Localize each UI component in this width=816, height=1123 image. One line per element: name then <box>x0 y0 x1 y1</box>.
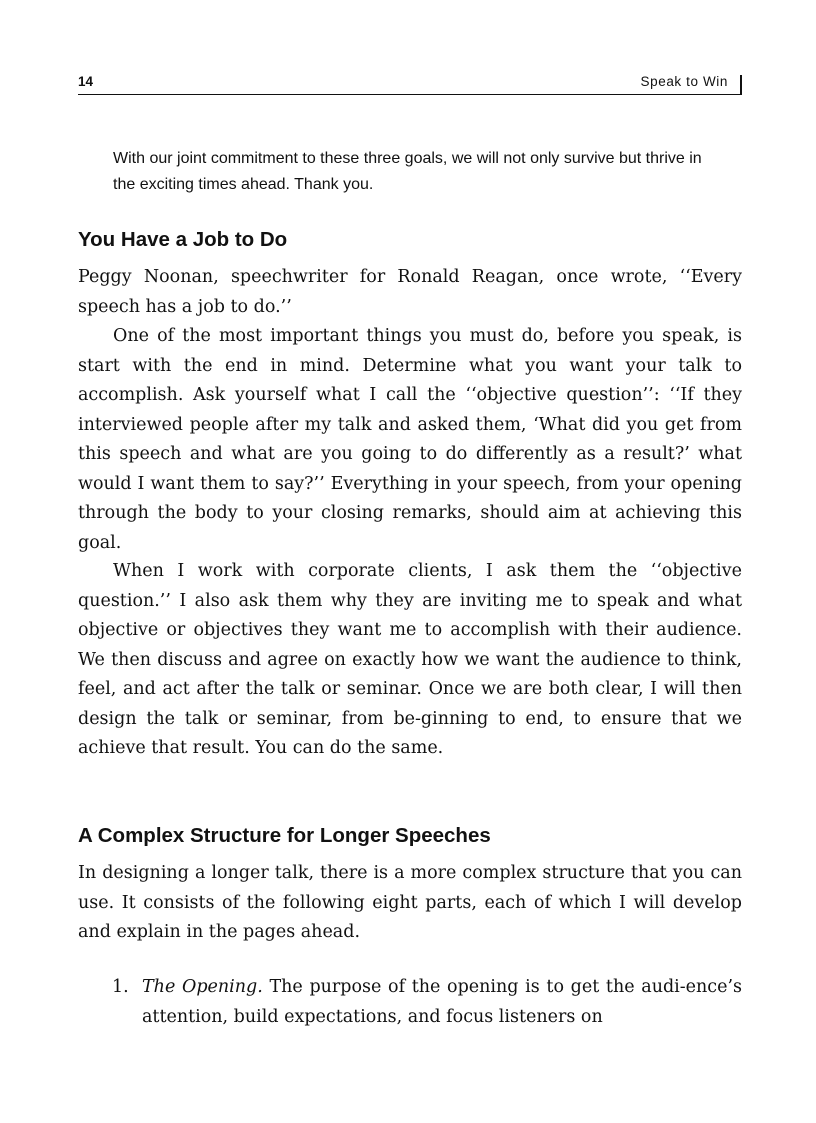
list-item-text: The purpose of the opening is to get the audi-ence’s attention, build expectations, and focus listeners on <box>142 977 743 1027</box>
paragraph: In designing a longer talk, there is a more complex structure that you can use. It consists of the following eight parts, each of which I will develop and explain in the pages ahead. <box>78 863 742 942</box>
paragraph: When I work with corporate clients, I ask them the ‘‘objective question.’’ I also ask them why they are inviting me to speak and what objective or objectives they want me to accomplish with their audience. We then discuss and agree on exactly how we want the audience to think, feel, and act after the talk or seminar. Once we are both clear, I will then design the talk or seminar, from be-ginning to end, to ensure that we achieve that result. You can do the same. <box>78 561 742 758</box>
paragraph: Peggy Noonan, speechwriter for Ronald Reagan, once wrote, ‘‘Every speech has a job to do.’’ <box>78 267 742 317</box>
list-item-number: 1. <box>112 977 129 997</box>
running-head-title: Speak to Win <box>640 74 728 89</box>
page-number: 14 <box>78 74 94 89</box>
header-rule-tick <box>740 75 742 94</box>
running-header <box>78 72 742 95</box>
quoted-speech-excerpt: With our joint commitment to these three goals, we will not only survive but thrive in the exciting times ahead. Thank you. <box>113 150 702 193</box>
list-item-term: The Opening. <box>142 977 263 997</box>
list-item-body <box>142 973 742 1032</box>
section-heading-job: You Have a Job to Do <box>78 228 288 251</box>
paragraph: One of the most important things you must do, before you speak, is start with the end in mind. Determine what you want your talk to accomplish. Ask yourself what I call the ‘‘objective question’’: ‘‘If they interviewed people after my talk and asked them, ‘What did you get from this speech and what are you going to do differently as a result?’ what would I want them to say?’’ Everything in your speech, from your opening through the body to your closing remarks, should aim at achieving this goal. <box>78 326 742 553</box>
section-heading-structure: A Complex Structure for Longer Speeches <box>78 824 491 847</box>
